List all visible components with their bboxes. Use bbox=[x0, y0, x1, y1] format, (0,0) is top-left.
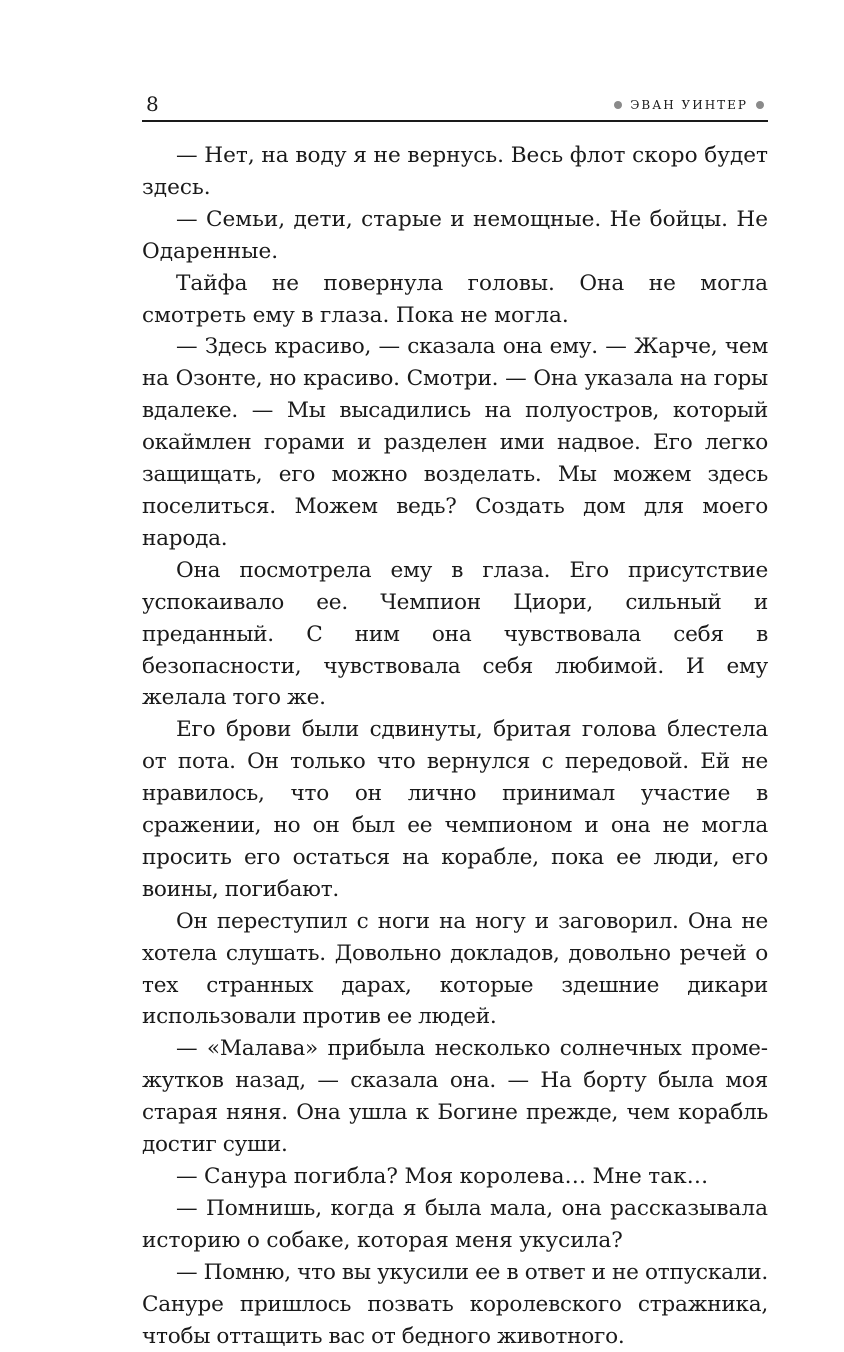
page-number: 8 bbox=[146, 92, 159, 116]
body-text bbox=[142, 140, 768, 1352]
paragraph: — Семьи, дети, старые и немощные. Не бойцы. Не Одаренные. bbox=[142, 206, 768, 264]
paragraph: — Нет, на воду я не вернусь. Весь флот скоро будет здесь. bbox=[142, 143, 768, 200]
paragraph: Его брови были сдвинуты, бритая голова блестела от пота. Он только что вернулся с передовой. Ей не нравилось, что он лично принимал участие в сражении, но он был ее чемпионом и она не могла просить его остаться на корабле, пока ее люди, его воины, погибают. bbox=[142, 717, 768, 902]
paragraph: Он переступил с ноги на ногу и заговорил. Она не хотела слушать. Довольно докладов, довольно речей о тех странных дарах, которые здешние дикари использовали против ее людей. bbox=[142, 908, 768, 1030]
bullet-icon bbox=[614, 101, 622, 109]
bullet-icon bbox=[756, 101, 764, 109]
running-head bbox=[614, 98, 764, 112]
page-header bbox=[142, 92, 768, 122]
paragraph: Тайфа не повернула головы. Она не могла смотреть ему в глаза. Пока не могла. bbox=[142, 270, 768, 328]
paragraph: — Здесь красиво, — сказала она ему. — Жарче, чем на Озонте, но красиво. Смотри. — Она указала на горы вдалеке. — Мы высадились на полуостров, который окаймлен горами и разделен ими надвое. Его легко защищать, его можно возделать. Мы можем здесь поселиться. Можем ведь? Создать дом для моего народа. bbox=[142, 334, 768, 551]
paragraph: — Помнишь, когда я была мала, она рассказывала историю о собаке, которая меня укусила? bbox=[142, 1195, 768, 1253]
author-name: ЭВАН УИНТЕР bbox=[630, 98, 748, 112]
paragraph: — Санура погибла? Моя королева… Мне так… bbox=[176, 1164, 709, 1189]
paragraph: Она посмотрела ему в глаза. Его присутствие успокаивало ее. Чемпион Циори, сильный и преданный. С ним она чувствовала себя в безопасности, чувствовала себя любимой. И ему желала того же. bbox=[142, 557, 768, 711]
paragraph: — «Малава» прибыла несколько солнечных промежутков назад, — сказала она. — На борту была моя старая няня. Она ушла к Богине прежде, чем корабль достиг суши. bbox=[142, 1036, 768, 1158]
paragraph: — Помню, что вы укусили ее в ответ и не отпускали. Сануре пришлось позвать королевского стражника, чтобы оттащить вас от бедного животного. bbox=[142, 1259, 768, 1349]
